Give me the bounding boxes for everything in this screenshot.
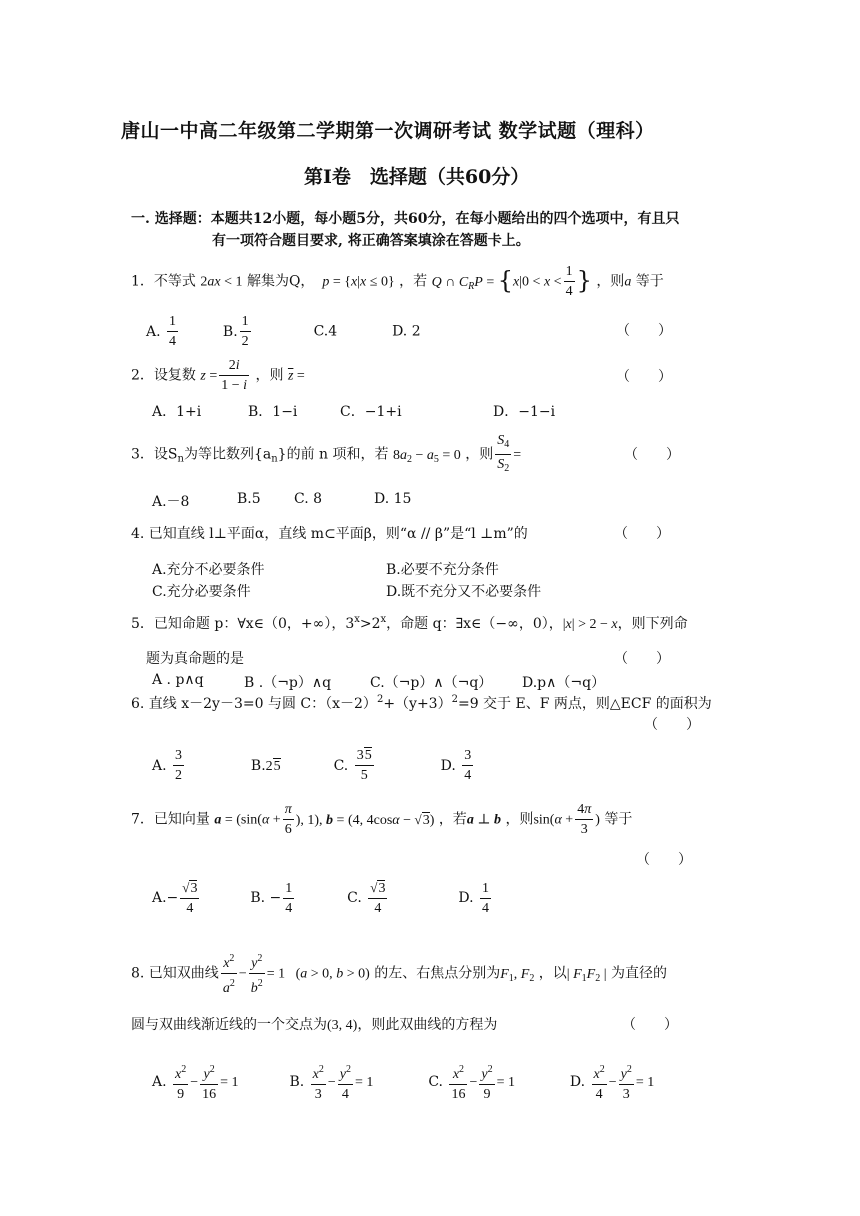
- q4-option-c[interactable]: C.充分必要条件: [152, 584, 251, 600]
- question-4: 4. 已知直线 l⊥平面α，直线 m⊂平面β，则“α // β”是“l ⊥m”的: [131, 526, 528, 542]
- q1-option-a[interactable]: A. $\frac{1}{4}$: [146, 314, 177, 349]
- question-5-line2: 题为真命题的是: [146, 651, 244, 667]
- q1-text-4: 等于: [635, 273, 664, 290]
- q4-option-a[interactable]: A.充分不必要条件: [152, 562, 265, 578]
- question-6: 6. 直线 x－2y－3=0 与圆 C：$(x-2)^2+(y+3)^2=9$ 交于 E、F 两点，则△ECF 的面积为: [131, 694, 712, 712]
- q5-option-a[interactable]: A . p∧q: [152, 672, 204, 688]
- q7-options: [152, 878, 493, 918]
- q1-option-c[interactable]: C.4: [313, 323, 338, 340]
- section-instructions-line1: 一. 选择题：本题共12小题，每小题5分，共60分，在每小题给出的四个选项中，有且只: [131, 211, 680, 227]
- question-8-line2: 圆与双曲线渐近线的一个交点为(3, 4)，则此双曲线的方程为: [131, 1017, 498, 1033]
- q4-option-d[interactable]: D.既不充分又不必要条件: [386, 584, 542, 600]
- q7-answer-paren: （ ）: [636, 852, 692, 868]
- q6-option-a[interactable]: A. $\frac{3}{2}$: [152, 748, 183, 783]
- q4-answer-paren: （ ）: [614, 526, 670, 542]
- q6-options: [152, 746, 475, 785]
- q6-option-d[interactable]: D. $\frac{3}{4}$: [440, 748, 472, 783]
- q7-option-d[interactable]: D. $\frac{1}{4}$: [458, 880, 489, 916]
- question-7: 7．已知向量 a = (sin(α + $\frac{\pi}{6}$ ), 1), b = (4, 4cosα − √3) ，若a ⊥ b ，则sin(α + $\frac{4\pi}{3}$ ) 等于: [131, 802, 633, 837]
- question-3: 3．设$S_n$为等比数列$\{a_n\}$的前 n 项和，若 $8a_2 - a_5 = 0$ ，则 $\frac{S_4}{S_2}$ =: [131, 433, 522, 474]
- q7-option-c[interactable]: C. $\frac{√3}{4}$: [347, 880, 386, 916]
- q6-option-b[interactable]: B.25: [250, 757, 281, 774]
- q7-option-b[interactable]: B. − $\frac{1}{4}$: [250, 880, 293, 916]
- q4-option-b[interactable]: B.必要不充分条件: [386, 562, 499, 578]
- q3-option-b[interactable]: B.5: [237, 491, 261, 507]
- q5-option-c[interactable]: C.（¬p）∧（¬q）: [370, 675, 493, 691]
- question-5: 5．已知命题 p：∀x∈（0，+∞），$3^x>2^x$，命题 q：∃x∈（−∞，0），|x| > 2 − x，则下列命: [131, 614, 688, 632]
- q1-text-3: ，则: [596, 273, 625, 290]
- q8-option-b[interactable]: B. $\frac{x^2}{3}$ − $\frac{y^2}{4}$ = 1: [289, 1074, 373, 1090]
- q8-option-c[interactable]: C. $\frac{x^2}{16}$ − $\frac{y^2}{9}$ = 1: [428, 1074, 515, 1090]
- q8-answer-paren: （ ）: [622, 1017, 678, 1033]
- part-title: 第Ⅰ卷 选择题（共60分）: [304, 166, 530, 188]
- q3-option-a[interactable]: A.－8: [152, 494, 190, 510]
- q3-option-c[interactable]: C. 8: [294, 491, 323, 507]
- section-instructions-line2: 有一项符合题目要求, 将正确答案填涂在答题卡上。: [212, 233, 530, 249]
- q1-text-2: ，若: [399, 273, 428, 290]
- q2-option-b[interactable]: B．1−i: [248, 404, 298, 420]
- q5-answer-paren: （ ）: [614, 651, 670, 667]
- question-8: 8. 已知双曲线 $\frac{x^2}{a^2}$ − $\frac{y^2}{b^2}$ = 1 (a > 0, b > 0) 的左、右焦点分别为$F_1$, $F_2$ ，以| $F_1F_2$ | 为直径的: [131, 949, 667, 998]
- q2-answer-paren: （ ）: [616, 369, 672, 385]
- q5-option-b[interactable]: B .（¬p）∧q: [244, 675, 332, 691]
- question-1: 1．不等式 2ax < 1 解集为Q， p = {x|x ≤ 0} ，若 Q ∩ $C_RP = \{x|0 < x$ < $\frac{1}{4}$ } ，则a 等于: [131, 264, 664, 299]
- q1-options: [146, 312, 421, 351]
- q7-option-a[interactable]: A.− $\frac{√3}{4}$: [152, 880, 198, 916]
- q2-option-a[interactable]: A．1+i: [152, 404, 202, 420]
- q1-answer-paren: （ ）: [616, 323, 672, 339]
- q3-option-d[interactable]: D. 15: [374, 491, 412, 507]
- question-2: 2．设复数 z = $\frac{2i}{1 - i}$ ，则 $\overline{z}$ =: [131, 358, 305, 393]
- q8-options: [152, 1060, 654, 1104]
- q1-prefix: 1．不等式: [131, 273, 196, 290]
- q1-option-b[interactable]: B. $\frac{1}{2}$: [222, 314, 249, 349]
- q8-option-a[interactable]: A. $\frac{x^2}{9}$ − $\frac{y^2}{16}$ = 1: [152, 1074, 239, 1090]
- q6-option-c[interactable]: C. $\frac{35}{5}$: [333, 748, 372, 783]
- q5-option-d[interactable]: D.p∧（¬q）: [522, 675, 606, 691]
- q3-answer-paren: （ ）: [624, 447, 680, 463]
- exam-title: 唐山一中高二年级第二学期第一次调研考试 数学试题（理科）: [121, 120, 655, 142]
- q6-answer-paren: （ ）: [644, 717, 700, 733]
- q8-option-d[interactable]: D. $\frac{x^2}{4}$ − $\frac{y^2}{3}$ = 1: [570, 1074, 654, 1090]
- q2-option-c[interactable]: C．−1+i: [340, 404, 402, 420]
- q1-option-d[interactable]: D. 2: [392, 323, 421, 340]
- q2-option-d[interactable]: D．−1−i: [493, 404, 556, 420]
- q1-text-1: 解集为Q，: [246, 273, 315, 290]
